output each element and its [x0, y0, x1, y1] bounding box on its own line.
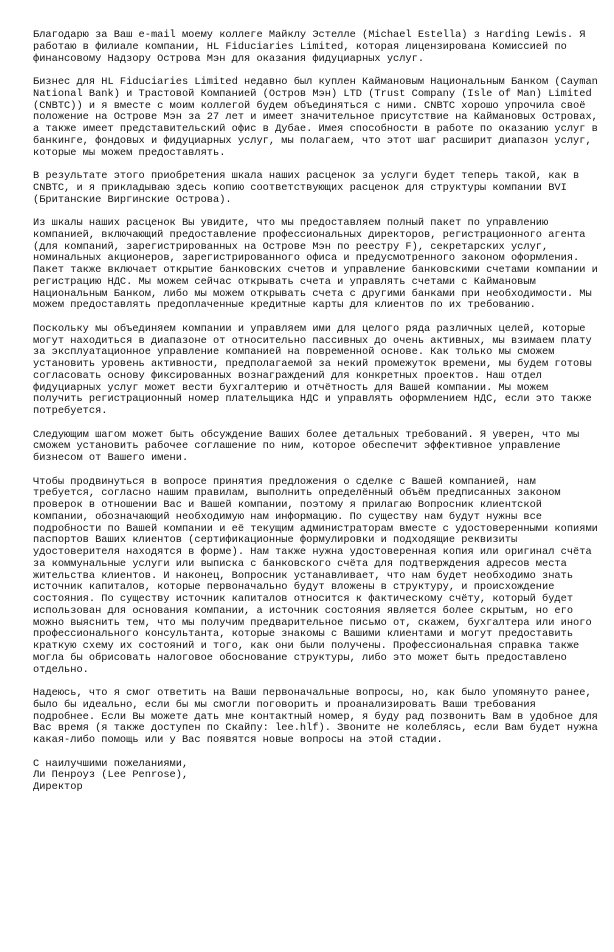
paragraph-contact: Надеюсь, что я смог ответить на Ваши первоначальные вопросы, но, как было упомянуто ранее, было бы идеально, если бы мы смогли поговорить и проанализировать Ваши требования подробнее. Если Вы можете дать мне контактный номер, я буду рад позвонить Вам в удобное для Вас время (я также доступен по Скайпу: lee.hlf). Звоните не колеблясь, если Вам будет нужна какая-либо помощь или у Вас появятся новые вопросы на этой стадии.	[33, 687, 598, 746]
paragraph-time-based-fees: Поскольку мы объединяем компании и управляем ими для целого ряда различных целей, которые могут находиться в диапазоне от относительно пассивных до очень активных, мы взимаем плату за эксплуатационное управление компанией на повременной основе. Как только мы сможем установить уровень активности, предполагаемой за некий промежуток времени, мы будем готовы согласовать основу фиксированных вознаграждений для конкретных проектов. Наш отдел фидуциарных услуг может вести бухгалтерию и отчётность для Вашей компании. Мы можем получить регистрационный номер плательщика НДС и управлять оформлением НДС, если это также потребуется.	[33, 322, 592, 417]
signatory-title: Директор	[33, 781, 83, 793]
paragraph-intro: Благодарю за Ваш e-mail моему коллеге Майклу Эстелле (Michael Estella) з Harding Lewis. Я работаю в филиале компании, HL Fiduciaries Limited, которая лицензирована Комиссией по финансовому Надзору Острова Мэн для оказания фидуциарных услуг.	[33, 29, 586, 65]
paragraph-due-diligence: Чтобы продвинуться в вопросе принятия предложения о сделке с Вашей компанией, нам требуется, согласно нашим правилам, выполнить определённый объём предписанных законом проверок в отношении Вас и Вашей компании, поэтому я прилагаю Вопросник клиентской компании, обозначающий необходимую нам информацию. По существу нам будут нужны все подробности по Вашей компании и её текущим администраторам вместе с удостоверенными копиями паспортов Ваших клиентов (сертификационные формулировки и подходящие реквизиты удостоверителя находятся в форме). Нам также нужна удостоверенная копия или оригинал счёта за коммунальные услуги или выписка с банковского счёта для подтверждения адресов места жительства клиентов. И наконец, Вопросник устанавливает, что нам будет необходимо знать источник капиталов, которые первоначально будут вложены в структуру, и происхождение состояния. По существу источник капиталов относится к фактическому счёту, который будет использован для основания компании, а источник состояния является более скрытым, но его можно выяснить тем, что мы получим предварительное письмо от, скажем, бухгалтера или иного профессионального консультанта, которые знакомы с Вашими клиентами и могут предоставить краткую схему их состояний и того, как они были получены. Профессиональная справка также могла бы обрисовать налоговое обоснование структуры, либо это может быть предоставлено отдельно.	[33, 475, 598, 676]
paragraph-next-step: Следующим шагом может быть обсуждение Ваших более детальных требований. Я уверен, что мы сможем установить рабочее соглашение по ним, которое обеспечит эффективное управление бизнесом от Вашего имени.	[33, 428, 580, 464]
closing-salutation: С наилучшими пожеланиями,	[33, 757, 189, 770]
letter-body	[33, 30, 599, 794]
signature-block	[33, 759, 599, 794]
paragraph-acquisition: Бизнес для HL Fiduciaries Limited недавно был куплен Каймановым Национальным Банком (Cayman National Bank) и Трастовой Компанией (Остров Мэн) LTD (Trust Company (Isle of Man) Limited (CNBTC)) и я вместе с моим коллегой будем объединяться с ними. CNBTC хорошо упрочила своё положение на Острове Мэн за 27 лет и имеет значительное присутствие на Каймановых Островах, а также имеет представительский офис в Дубае. Имея способности в работе по оказанию услуг в банкинге, фондовых и фидуциарных услуг, мы полагаем, что этот шаг расширит диапазон услуг, которые мы можем предоставлять.	[33, 76, 598, 159]
paragraph-fee-scale: В результате этого приобретения шкала наших расценок за услуги будет теперь такой, как в CNBTC, и я прикладываю здесь копию соответствующих расценок для структуры компании BVI (Британские Виргинские Острова).	[33, 170, 580, 206]
paragraph-services-package: Из шкалы наших расценок Вы увидите, что мы предоставляем полный пакет по управлению компанией, включающий предоставление профессиональных директоров, регистрационного агента (для компаний, зарегистрированных на Острове Мэн по реестру F), секретарских услуг, номинальных акционеров, зарегистрированного офиса и предусмотренного законом оформления. Пакет также включает открытие банковских счетов и управление банковскими счетами компании и регистрацию НДС. Мы можем сейчас открывать счета и управлять счетами с Каймановым Национальным Банком, либо мы можем открывать счета с другими банками при необходимости. Мы можем предоставлять предоплаченные кредитные карты для клиентов по их требованию.	[33, 217, 598, 312]
signatory-name: Ли Пенроуз (Lee Penrose),	[33, 769, 189, 782]
